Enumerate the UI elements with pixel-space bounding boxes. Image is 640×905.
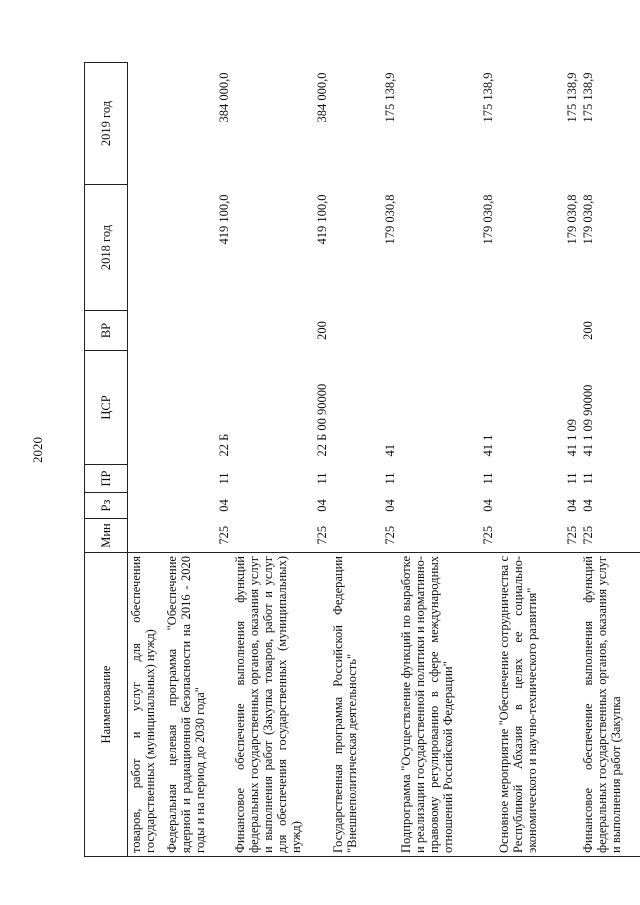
row-name: Государственная программа Российской Федерации "Внешнеполитическая деятельность" xyxy=(330,553,398,857)
row-2018: 419 100,0 xyxy=(216,194,231,245)
table-row xyxy=(398,63,496,857)
row-2018: 179 030,8 xyxy=(480,194,495,245)
table-row xyxy=(496,63,580,857)
row-rz: 04 xyxy=(314,499,329,512)
row-csr: 41 1 xyxy=(480,434,495,457)
row-pr xyxy=(128,465,164,493)
row-rz xyxy=(128,493,164,519)
row-min: 725 xyxy=(314,525,329,545)
row-csr xyxy=(128,351,164,465)
row-vr xyxy=(398,311,496,351)
row-2018 xyxy=(128,185,164,311)
row-pr: 11 xyxy=(314,472,329,485)
row-rz: 04 xyxy=(382,499,397,512)
table-row xyxy=(330,63,398,857)
row-min: 725 xyxy=(580,525,595,545)
row-2018: 419 100,0 xyxy=(314,194,329,245)
row-name: Финансовое обеспечение выполнения функций федеральных государственных органов, оказания услуг и выполнения работ (Закупка xyxy=(580,553,640,857)
row-2019: 175 138,9 xyxy=(382,72,397,123)
row-min: 725 xyxy=(480,525,495,545)
table-row xyxy=(232,63,330,857)
row-csr: 22 Б xyxy=(216,433,231,457)
header-2019: 2019 год xyxy=(85,63,128,185)
header-rz: Рз xyxy=(85,493,128,519)
row-rz: 04 xyxy=(580,499,595,512)
row-2019: 384 000,0 xyxy=(216,72,231,123)
row-2018: 179 030,8 xyxy=(564,194,579,245)
row-csr: 41 1 09 xyxy=(564,419,579,457)
row-pr: 11 xyxy=(216,472,231,485)
row-vr: 200 xyxy=(314,321,329,340)
row-csr: 41 1 09 90000 xyxy=(580,384,595,457)
header-name: Наименование xyxy=(85,553,128,857)
row-2018: 179 030,8 xyxy=(580,194,595,245)
row-rz: 04 xyxy=(216,499,231,512)
row-pr: 11 xyxy=(564,472,579,485)
row-vr xyxy=(164,311,232,351)
row-min xyxy=(128,519,164,553)
row-2019: 175 138,9 xyxy=(480,72,495,123)
row-2018: 179 030,8 xyxy=(382,194,397,245)
budget-table xyxy=(84,62,640,857)
row-2019: 175 138,9 xyxy=(580,72,595,123)
header-pr: ПР xyxy=(85,465,128,493)
row-min: 725 xyxy=(382,525,397,545)
header-min: Мин xyxy=(85,519,128,553)
row-rz: 04 xyxy=(480,499,495,512)
row-min: 725 xyxy=(216,525,231,545)
row-2019 xyxy=(128,63,164,185)
row-csr: 22 Б 00 90000 xyxy=(314,383,329,457)
header-2018: 2018 год xyxy=(85,185,128,311)
header-vr: ВР xyxy=(85,311,128,351)
row-pr: 11 xyxy=(382,472,397,485)
header-csr: ЦСР xyxy=(85,351,128,465)
table-row xyxy=(164,63,232,857)
row-vr xyxy=(128,311,164,351)
row-name: товаров, работ и услуг для обеспечения государственных (муниципальных) нужд) xyxy=(128,553,164,857)
row-name: Федеральная целевая программа "Обеспечение ядерной и радиационной безопасности на 2016 - 2020 годы и на период до 2030 года" xyxy=(164,553,232,857)
row-vr xyxy=(496,311,580,351)
row-min: 725 xyxy=(564,525,579,545)
table-row xyxy=(128,63,164,857)
row-2019: 175 138,9 xyxy=(564,72,579,123)
row-2019: 384 000,0 xyxy=(314,72,329,123)
row-pr: 11 xyxy=(480,472,495,485)
table-header-row xyxy=(85,63,128,857)
row-name: Основное мероприятие "Обеспечение сотрудничества с Республикой Абхазия в целях ее социально-экономического и научно-технического развития" xyxy=(496,553,580,857)
page-number: 2020 xyxy=(30,437,45,463)
row-pr: 11 xyxy=(580,472,595,485)
row-name: Подпрограмма "Осуществление функций по выработке и реализации государственной политики и нормативно-правовому регулированию в сфере международных отношений Российской Федерации" xyxy=(398,553,496,857)
row-rz: 04 xyxy=(564,499,579,512)
row-vr: 200 xyxy=(580,321,595,340)
row-vr xyxy=(330,311,398,351)
rotated-page xyxy=(84,63,624,857)
row-name: Финансовое обеспечение выполнения функций федеральных государственных органов, оказания услуг и выполнения работ (Закупка товаров, работ и услуг для обеспечения государственных (муниципальных) нужд) xyxy=(232,553,330,857)
table-row xyxy=(580,63,640,857)
row-csr: 41 xyxy=(382,444,397,457)
